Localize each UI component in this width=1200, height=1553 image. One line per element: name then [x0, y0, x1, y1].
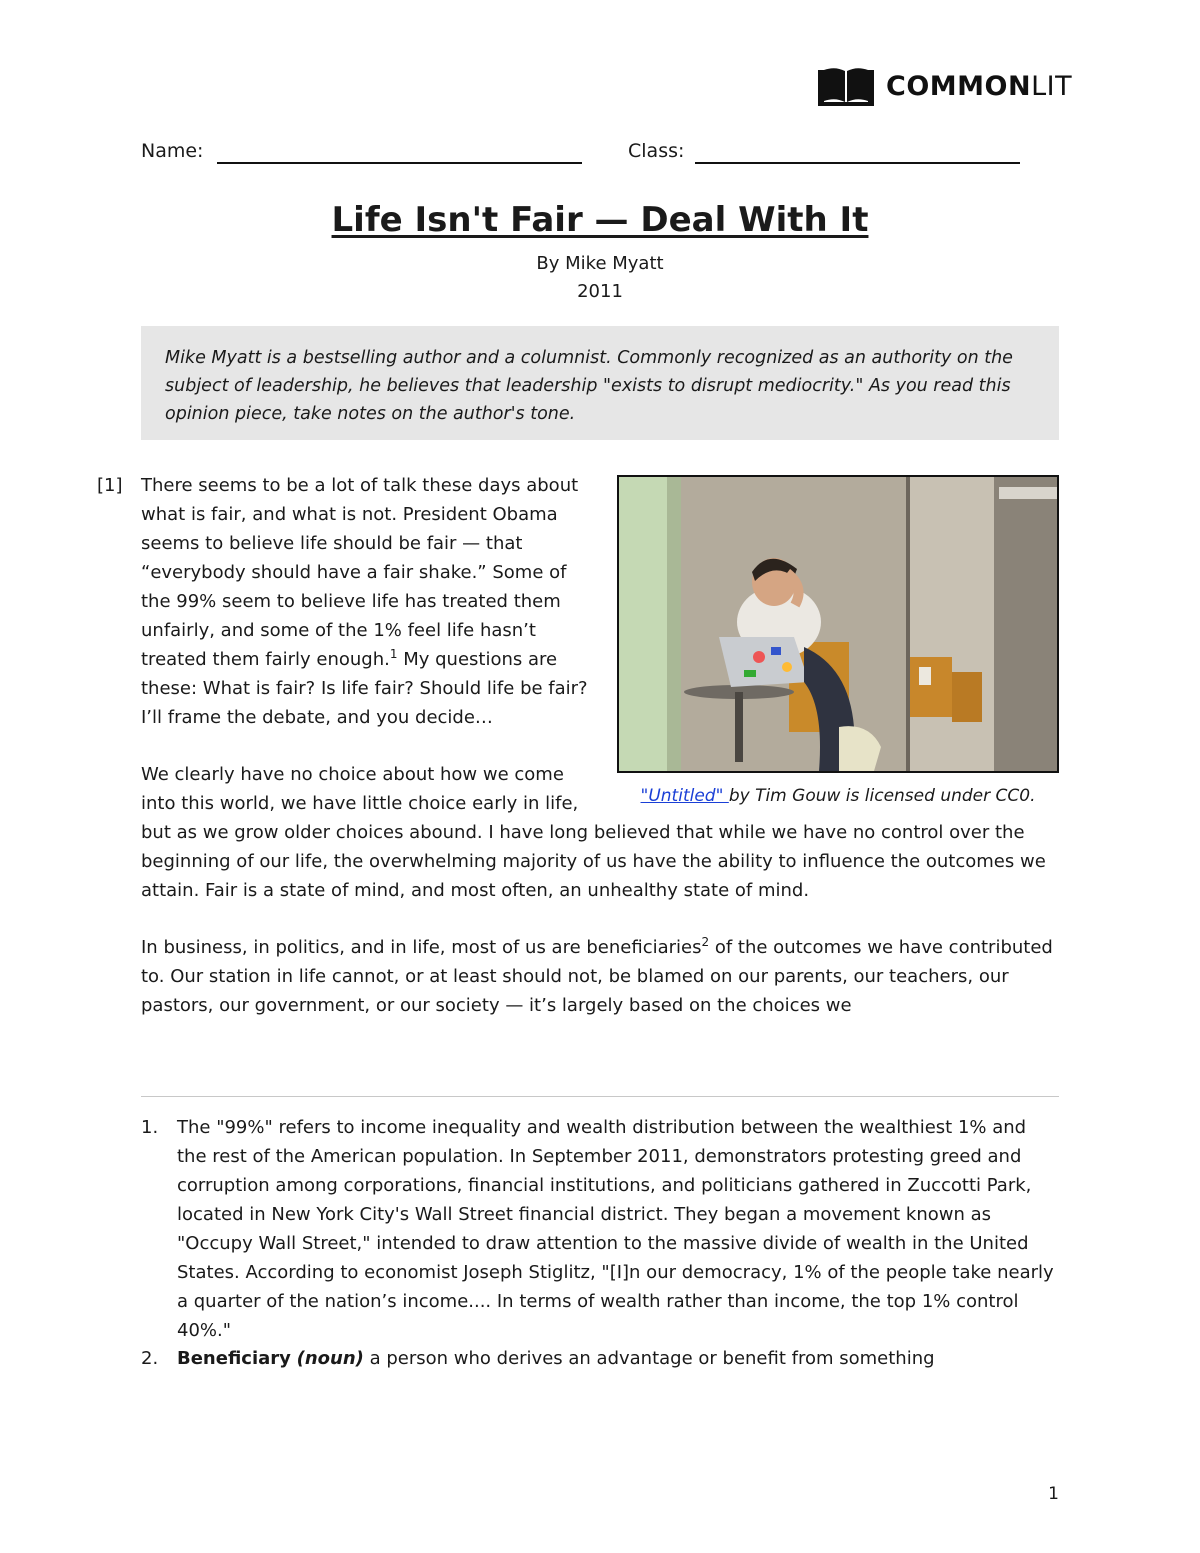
paragraph-number: [1]: [97, 475, 123, 496]
open-book-icon: [818, 66, 874, 106]
footnote-divider: [141, 1096, 1059, 1097]
stressed-man-photo: [619, 477, 1057, 771]
class-field-line[interactable]: [695, 162, 1020, 164]
image-source-link[interactable]: "Untitled": [640, 786, 729, 806]
article-year: 2011: [577, 281, 623, 302]
image-license: by Tim Gouw is licensed under CC0.: [728, 786, 1036, 806]
paragraph-1: There seems to be a lot of talk these days about what is fair, and what is not. President Obama seems to believe life should be fair — that “everybody should have a fair shake.” Some of the 99% seem to believe life has treated them unfairly, and some of the 1% feel life hasn’t treated them fairly enough.$^1$ My questions are these: What is fair? Is life fair? Should life be fair? I’ll frame the debate, and you decide…: [141, 475, 588, 728]
article-body: [141, 471, 1059, 1048]
footnote-1: 1. The "99%" refers to income inequality and wealth distribution between the wealthiest 1% and the rest of the American population. In September 2011, demonstrators protesting greed and corruption among corporations, financial institutions, and politicians gathered in Zuccotti Park, located in New York City's Wall Street financial district. They began a movement known as "Occupy Wall Street," intended to draw attention to the massive divide of wealth in the United States. According to economist Joseph Stiglitz, "[I]n our democracy, 1% of the people take nearly a quarter of the nation’s income.... In terms of wealth rather than income, the top 1% control 40%.": [141, 1117, 1054, 1341]
image-caption: [617, 785, 1059, 807]
class-label: Class:: [628, 140, 685, 162]
name-label: Name:: [141, 140, 204, 162]
name-class-row: [141, 140, 1021, 170]
name-field-line[interactable]: [217, 162, 582, 164]
article-byline: By Mike Myatt: [536, 253, 664, 274]
photo: [617, 475, 1059, 773]
intro-text: Mike Myatt is a bestselling author and a columnist. Commonly recognized as an authority on the subject of leadership, he believes that leadership "exists to disrupt mediocrity." As you read this opinion piece, take notes on the author's tone.: [165, 348, 1013, 424]
figure: [617, 475, 1059, 807]
paragraph-2: We clearly have no choice about how we come into this world, we have little choice early in life, but as we grow older choices abound. I have long believed that while we have no control over the beginning of our life, the overwhelming majority of us have the ability to influence the outcomes we attain. Fair is a state of mind, and most often, an unhealthy state of mind.: [141, 764, 1046, 901]
paragraph-3: In business, in politics, and in life, most of us are beneficiaries$^2$ of the outcomes we have contributed to. Our station in life cannot, or at least should not, be blamed on our parents, our teachers, our pastors, our government, or our society — it’s largely based on the choices we: [141, 935, 1053, 1016]
footnote-2: 2. Beneficiary (noun) a person who derives an advantage or benefit from something: [141, 1348, 935, 1369]
footnote-ref-2[interactable]: 2: [701, 935, 710, 949]
article-title: Life Isn't Fair — Deal With It: [331, 200, 869, 240]
brand-wordmark: COMMONLIT: [886, 70, 1073, 102]
footnote-ref-1[interactable]: 1: [389, 647, 398, 661]
commonlit-logo: [818, 66, 1072, 106]
intro-box: [141, 326, 1059, 440]
page-number: 1: [1048, 1484, 1059, 1504]
